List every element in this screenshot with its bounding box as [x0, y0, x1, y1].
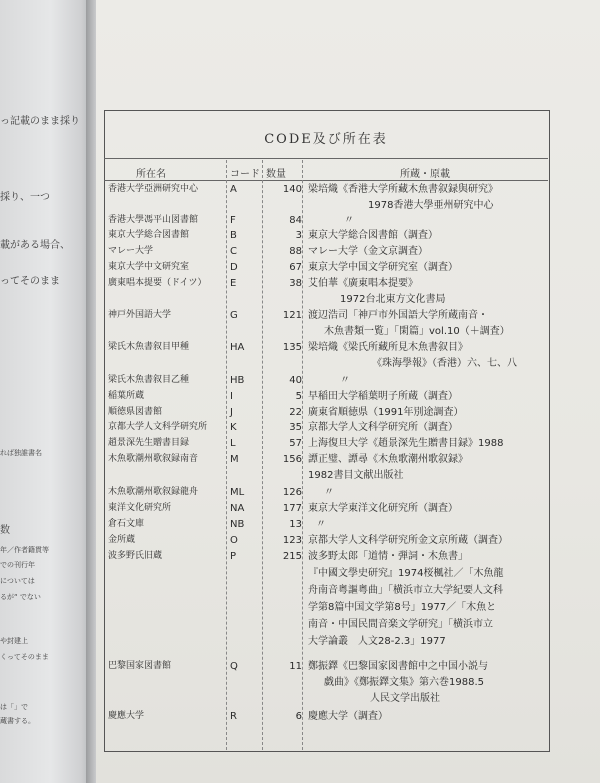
row-name: 香港大學馮平山図書館 [108, 215, 199, 225]
row-count: 3 [295, 230, 302, 241]
row-source-continuation: 舟南音粤謳粤曲」「横浜市立大学紀要人文科 [308, 585, 503, 596]
row-code: C [230, 246, 237, 257]
row-count: 215 [282, 551, 302, 562]
row-count: 156 [282, 454, 302, 465]
left-page [0, 0, 92, 783]
row-source: 〃 [344, 215, 354, 226]
column-divider [262, 160, 263, 750]
row-name: 金所蔵 [108, 535, 136, 545]
row-source: 〃 [316, 519, 326, 530]
row-source-continuation: 1972台北東方文化書局 [340, 294, 446, 305]
row-source-continuation: 南音・中国民間音楽文学研究」「横浜市立 [308, 619, 493, 630]
row-count: 177 [282, 503, 302, 514]
row-name: 香港大学亞洲研究中心 [108, 184, 199, 194]
left-page-text: 数 [0, 525, 10, 536]
header-code: コード [230, 169, 260, 180]
row-name: 東京大学総合図書館 [108, 230, 190, 240]
row-source: 東京大学東洋文化研究所（調査） [308, 503, 458, 514]
row-source: 梁培熾《香港大学所藏木魚書叙録與研究》 [308, 184, 498, 195]
row-count: 6 [295, 711, 302, 722]
row-source-continuation: 大学論叢 人文28-2.3」1977 [308, 636, 446, 647]
row-name: マレー大学 [108, 246, 154, 256]
row-source: 譚正璧、譚尋《木魚歌潮州歌叙録》 [308, 454, 468, 465]
row-code: F [230, 215, 236, 226]
row-count: 84 [289, 215, 302, 226]
row-source: 梁培熾《梁氏所藏所見木魚書叙目》 [308, 342, 468, 353]
row-count: 88 [289, 246, 302, 257]
left-page-text: れば独誰書名 [0, 449, 42, 457]
row-code: NB [230, 519, 245, 530]
row-code: O [230, 535, 238, 546]
row-code: K [230, 422, 237, 433]
row-source-continuation: 1978香港大學亜州研究中心 [368, 200, 494, 211]
row-code: D [230, 262, 238, 273]
row-code: NA [230, 503, 245, 514]
row-source-continuation: 1982書目文献出版社 [308, 470, 404, 481]
left-page-text: るが“ でない [0, 593, 41, 601]
row-code: P [230, 551, 237, 562]
row-code: Q [230, 661, 238, 672]
row-name: 波多野氏旧蔵 [108, 551, 163, 561]
header-source: 所蔵・原載 [400, 169, 450, 180]
left-page-text: は「」で [0, 703, 28, 711]
table-title: CODE及び所在表 [264, 132, 388, 147]
row-source: 鄭振鐸《巴黎国家図書館中之中国小説与 [308, 661, 488, 672]
left-page-text: っ記載のまま採り [0, 116, 80, 127]
row-source: 艾伯華《廣東唱本提要》 [308, 278, 418, 289]
row-code: M [230, 454, 239, 465]
row-count: 57 [289, 438, 302, 449]
row-source: 上海復旦大学《趙景深先生贈書目録》1988 [308, 438, 504, 449]
header-name: 所在名 [136, 169, 166, 180]
row-name: 倉石文庫 [108, 519, 145, 529]
left-page-text: については [0, 577, 35, 585]
row-code: ML [230, 487, 245, 498]
row-name: 京都大学人文科学研究所 [108, 422, 208, 432]
left-page-text: ってそのまま [0, 276, 60, 287]
left-page-text: 載がある場合、 [0, 240, 70, 251]
row-name: 木魚歌潮州歌叙録南音 [108, 454, 199, 464]
row-source-continuation: 《珠海學報》（香港）六、七、八 [372, 358, 517, 369]
row-source: 渡辺浩司「神戸市外国語大学所蔵南音・ [308, 310, 488, 321]
row-count: 126 [282, 487, 302, 498]
row-count: 11 [289, 661, 302, 672]
row-name: 趙景深先生贈書目録 [108, 438, 190, 448]
row-code: B [230, 230, 237, 241]
row-source: マレー大学（金文京調査） [308, 246, 428, 257]
row-source: 慶應大学（調査） [308, 711, 388, 722]
row-name: 東京大学中文研究室 [108, 262, 190, 272]
column-divider [302, 160, 303, 750]
row-source-continuation: 人民文学出版社 [370, 693, 440, 704]
row-source: 京都大学人文科学研究所金文京所蔵（調査） [308, 535, 508, 546]
row-code: E [230, 278, 237, 289]
row-count: 121 [282, 310, 302, 321]
row-count: 13 [289, 519, 302, 530]
row-name: 梁氏木魚書叙目甲種 [108, 342, 190, 352]
row-name: 神戸外国語大学 [108, 310, 172, 320]
row-name: 東洋文化研究所 [108, 503, 172, 513]
row-count: 35 [289, 422, 302, 433]
row-source: 京都大学人文科学研究所（調査） [308, 422, 458, 433]
row-code: HB [230, 375, 245, 386]
left-page-text: や封建上 [0, 637, 28, 645]
row-source: 〃 [340, 375, 350, 386]
row-code: G [230, 310, 238, 321]
row-name: 稲葉所蔵 [108, 391, 145, 401]
row-source: 早稲田大学稲葉明子所蔵（調査） [308, 391, 458, 402]
row-code: R [230, 711, 237, 722]
header-top-rule [104, 158, 548, 159]
row-count: 67 [289, 262, 302, 273]
row-name: 順徳県図書館 [108, 407, 163, 417]
row-source-continuation: 『中國文學史研究』1974桜楓社／「木魚龍 [308, 568, 504, 579]
header-count: 数量 [266, 169, 286, 180]
left-page-text: 年／作者籍貫等 [0, 546, 49, 554]
row-name: 廣東唱本提要（ドイツ） [108, 278, 207, 288]
row-count: 123 [282, 535, 302, 546]
row-name: 木魚歌潮州歌叙録龍舟 [108, 487, 199, 497]
row-code: I [230, 391, 233, 402]
row-code: HA [230, 342, 245, 353]
row-count: 5 [295, 391, 302, 402]
row-count: 40 [289, 375, 302, 386]
row-code: J [230, 407, 233, 418]
row-source: 廣東省順徳県（1991年別途調査） [308, 407, 464, 418]
header-bottom-rule [104, 180, 548, 181]
row-name: 慶應大学 [108, 711, 145, 721]
left-page-text: 蔵書する。 [0, 717, 35, 725]
row-source: 東京大学総合図書館（調査） [308, 230, 438, 241]
row-code: L [230, 438, 236, 449]
row-count: 135 [282, 342, 302, 353]
left-page-text: 採り、一つ [0, 192, 50, 203]
row-source: 波多野太郎「道情・弾詞・木魚書」 [308, 551, 468, 562]
column-divider [226, 160, 227, 750]
row-count: 22 [289, 407, 302, 418]
row-source-continuation: 戯曲》《鄭振鐸文集》第六巻1988.5 [324, 677, 484, 688]
row-code: A [230, 184, 237, 195]
row-count: 38 [289, 278, 302, 289]
row-source-continuation: 木魚書類一覧」「閑篇」vol.10（＋調査） [324, 326, 510, 337]
row-source: 〃 [324, 487, 334, 498]
row-name: 巴黎国家図書館 [108, 661, 172, 671]
row-count: 140 [282, 184, 302, 195]
row-name: 梁氏木魚書叙目乙種 [108, 375, 190, 385]
left-page-text: くってそのまま [0, 653, 49, 661]
left-page-text: での刊行年 [0, 561, 35, 569]
row-source: 東京大学中国文学研究室（調査） [308, 262, 458, 273]
row-source-continuation: 学第8篇中国文学第8号」1977／「木魚と [308, 602, 497, 613]
